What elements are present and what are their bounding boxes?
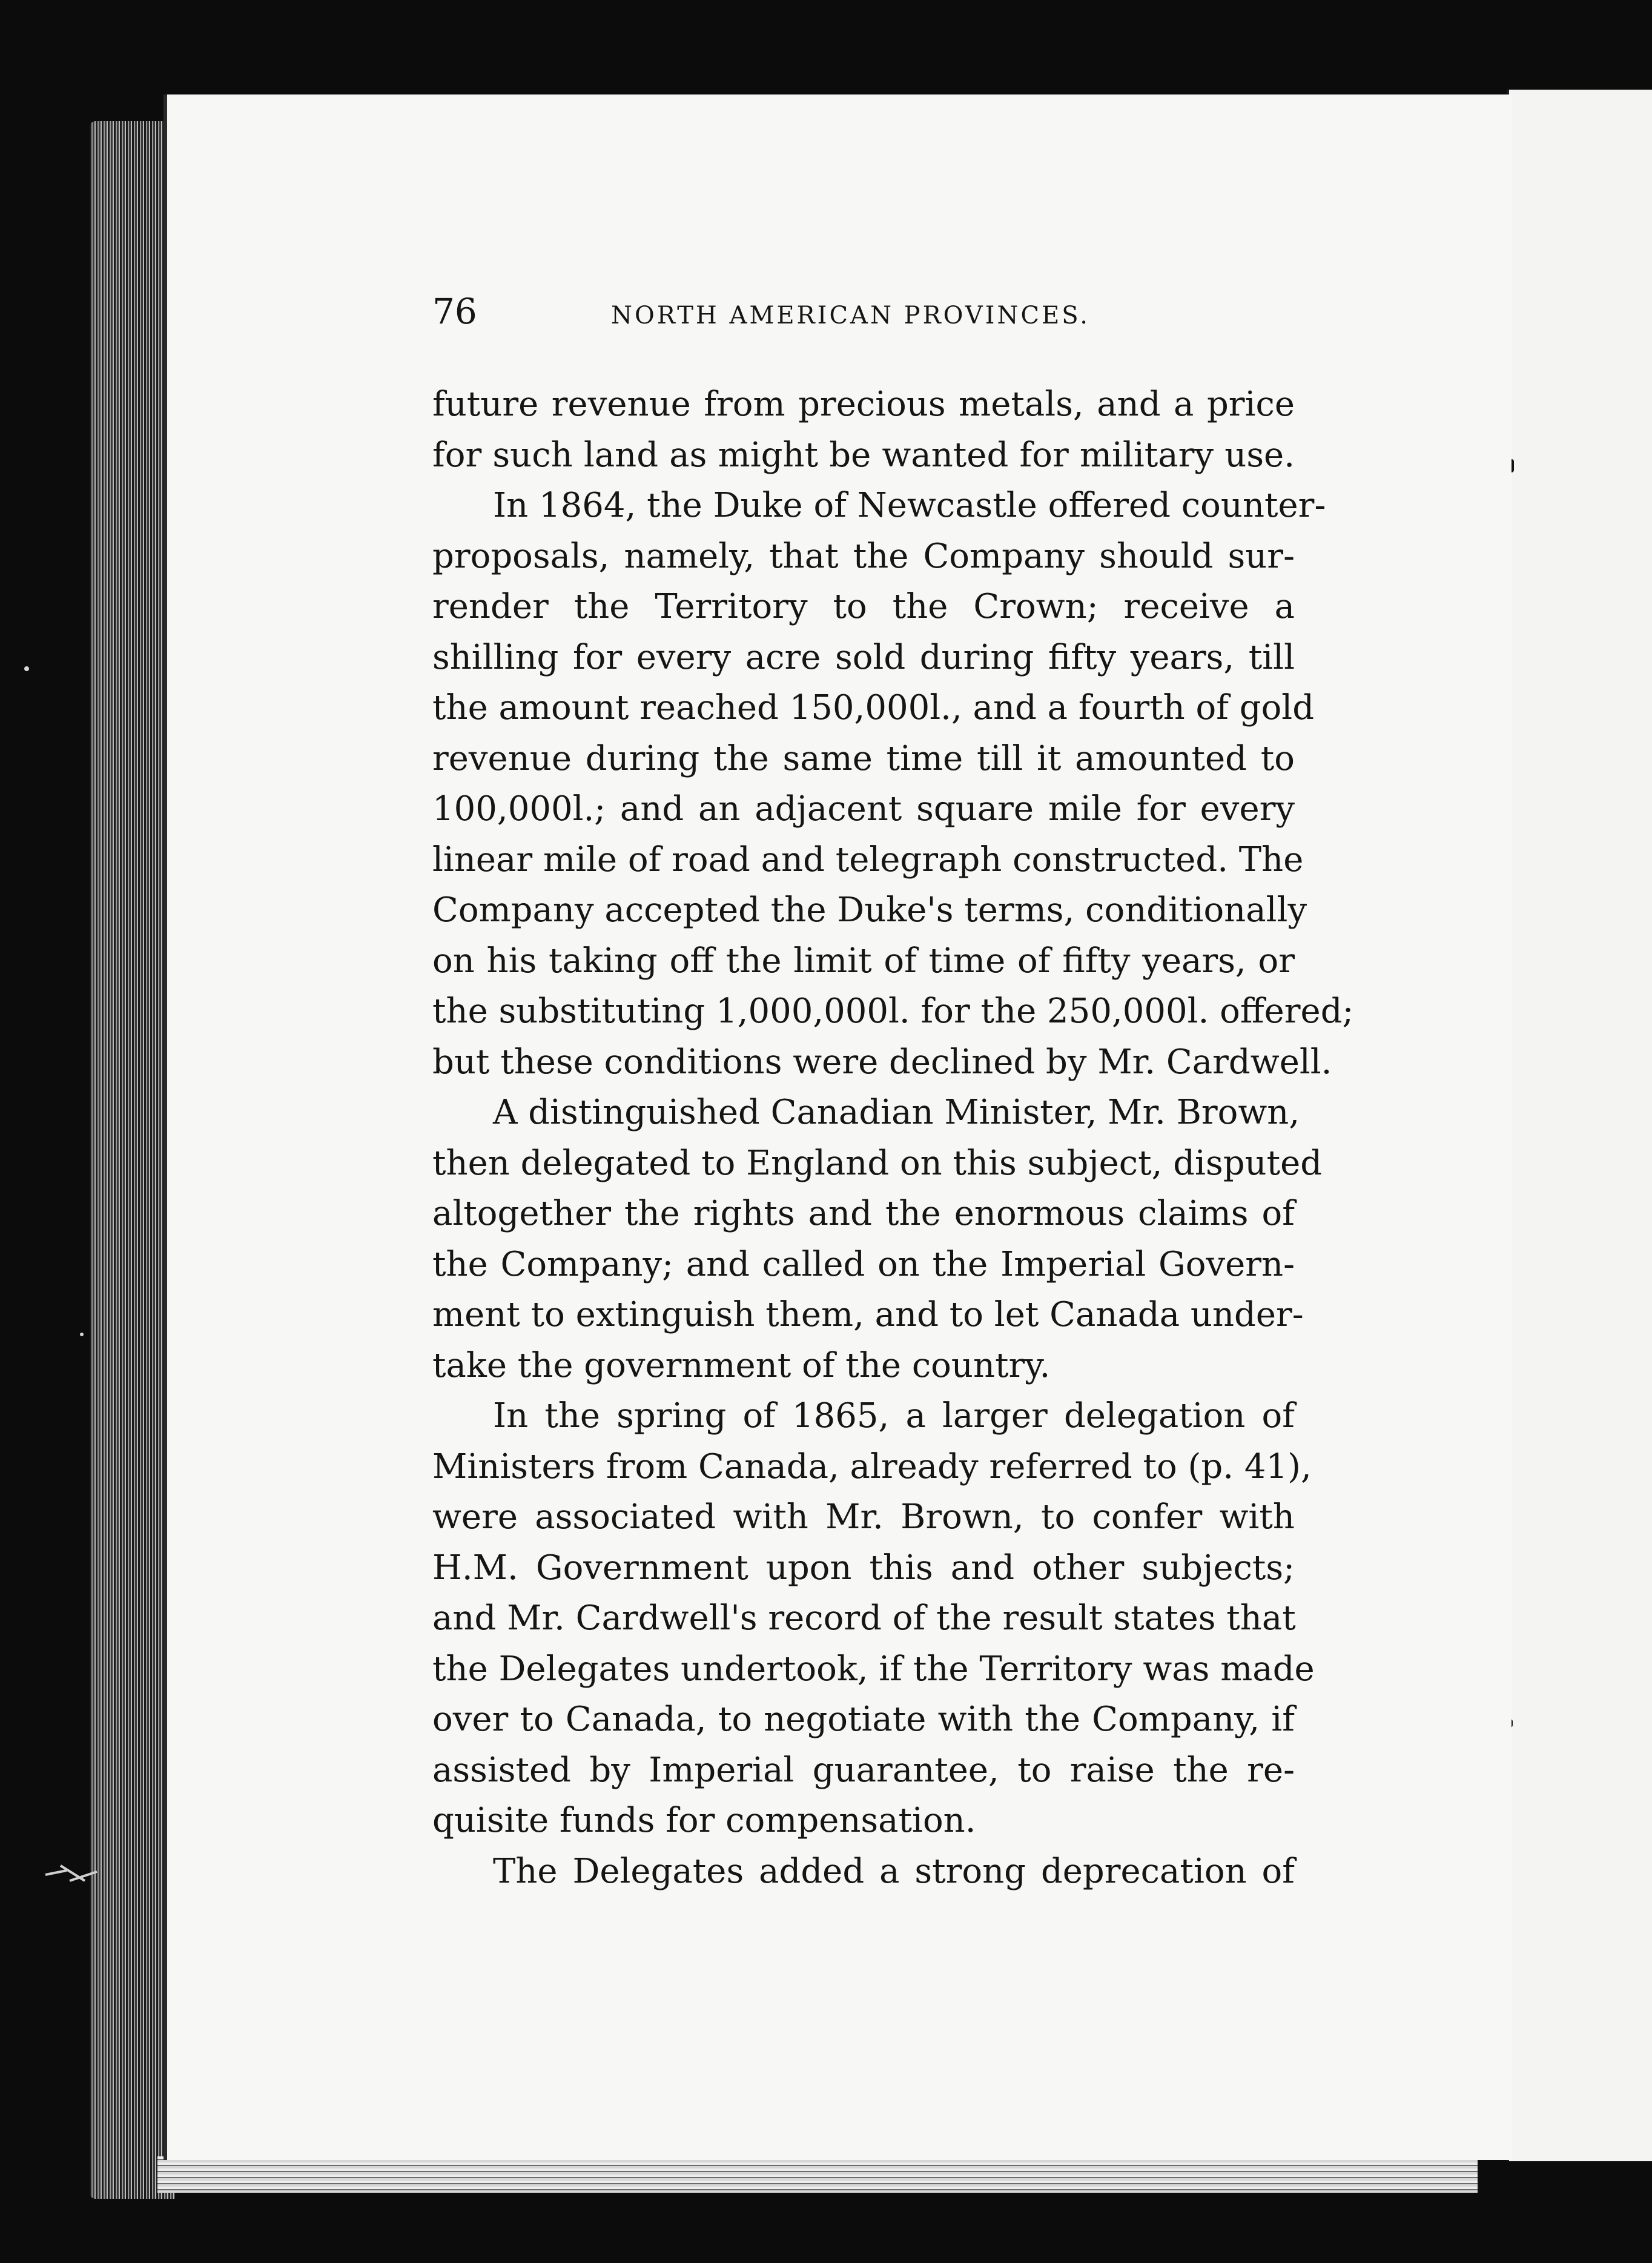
text-line: and Mr. Cardwell's record of the result states that (432, 1599, 1296, 1638)
text-line: the Company; and called on the Imperial Govern- (432, 1244, 1295, 1284)
text-line: Ministers from Canada, already referred to (p. 41), (432, 1446, 1312, 1486)
text-line: A distinguished Canadian Minister, Mr. Brown, (493, 1093, 1300, 1132)
margin-speck (24, 666, 29, 671)
page-number: 76 (432, 291, 477, 332)
text-line: over to Canada, to negotiate with the Company, if (432, 1700, 1295, 1739)
page-header (432, 291, 1295, 344)
page-text (432, 291, 1354, 1897)
margin-speck (80, 1333, 84, 1336)
text-line: then delegated to England on this subject, disputed (432, 1143, 1323, 1183)
text-line: on his taking off the limit of time of fifty years, or (432, 941, 1295, 981)
text-line: 100,000l.; and an adjacent square mile for every (432, 789, 1295, 829)
text-line: proposals, namely, that the Company should sur- (432, 536, 1295, 576)
text-line: assisted by Imperial guarantee, to raise the re- (432, 1750, 1295, 1790)
margin-scribble (42, 1860, 103, 1890)
text-line: were associated with Mr. Brown, to confer with (432, 1497, 1295, 1537)
text-line: render the Territory to the Crown; receive a (432, 587, 1295, 626)
text-line: take the government of the country. (432, 1345, 1051, 1385)
text-line: linear mile of road and telegraph constructed. The (432, 840, 1304, 880)
book-bottom-edges (157, 2156, 1478, 2193)
text-line: the Delegates undertook, if the Territory was made (432, 1649, 1315, 1689)
text-line: the amount reached 150,000l., and a fourth of gold (432, 688, 1315, 727)
text-line: but these conditions were declined by Mr. Cardwell. (432, 1042, 1332, 1082)
text-line: The Delegates added a strong deprecation of (493, 1851, 1295, 1891)
text-line: future revenue from precious metals, and a price (432, 385, 1295, 424)
text-line: for such land as might be wanted for military use. (432, 435, 1295, 475)
text-line: In the spring of 1865, a larger delegation of (493, 1396, 1295, 1436)
text-line: altogether the rights and the enormous claims of (432, 1194, 1295, 1233)
text-line: ment to extinguish them, and to let Canada under- (432, 1295, 1304, 1334)
text-line: quisite funds for compensation. (432, 1801, 976, 1840)
running-head: NORTH AMERICAN PROVINCES. (611, 302, 1090, 330)
text-line: the substituting 1,000,000l. for the 250,000l. offered; (432, 992, 1354, 1031)
facing-page-edge (1507, 90, 1652, 2161)
text-line: In 1864, the Duke of Newcastle offered counter- (493, 486, 1326, 525)
text-line: H.M. Government upon this and other subjects; (432, 1548, 1295, 1588)
text-line: revenue during the same time till it amounted to (432, 738, 1295, 778)
text-line: Company accepted the Duke's terms, conditionally (432, 890, 1307, 930)
text-line: shilling for every acre sold during fifty years, till (432, 637, 1295, 677)
